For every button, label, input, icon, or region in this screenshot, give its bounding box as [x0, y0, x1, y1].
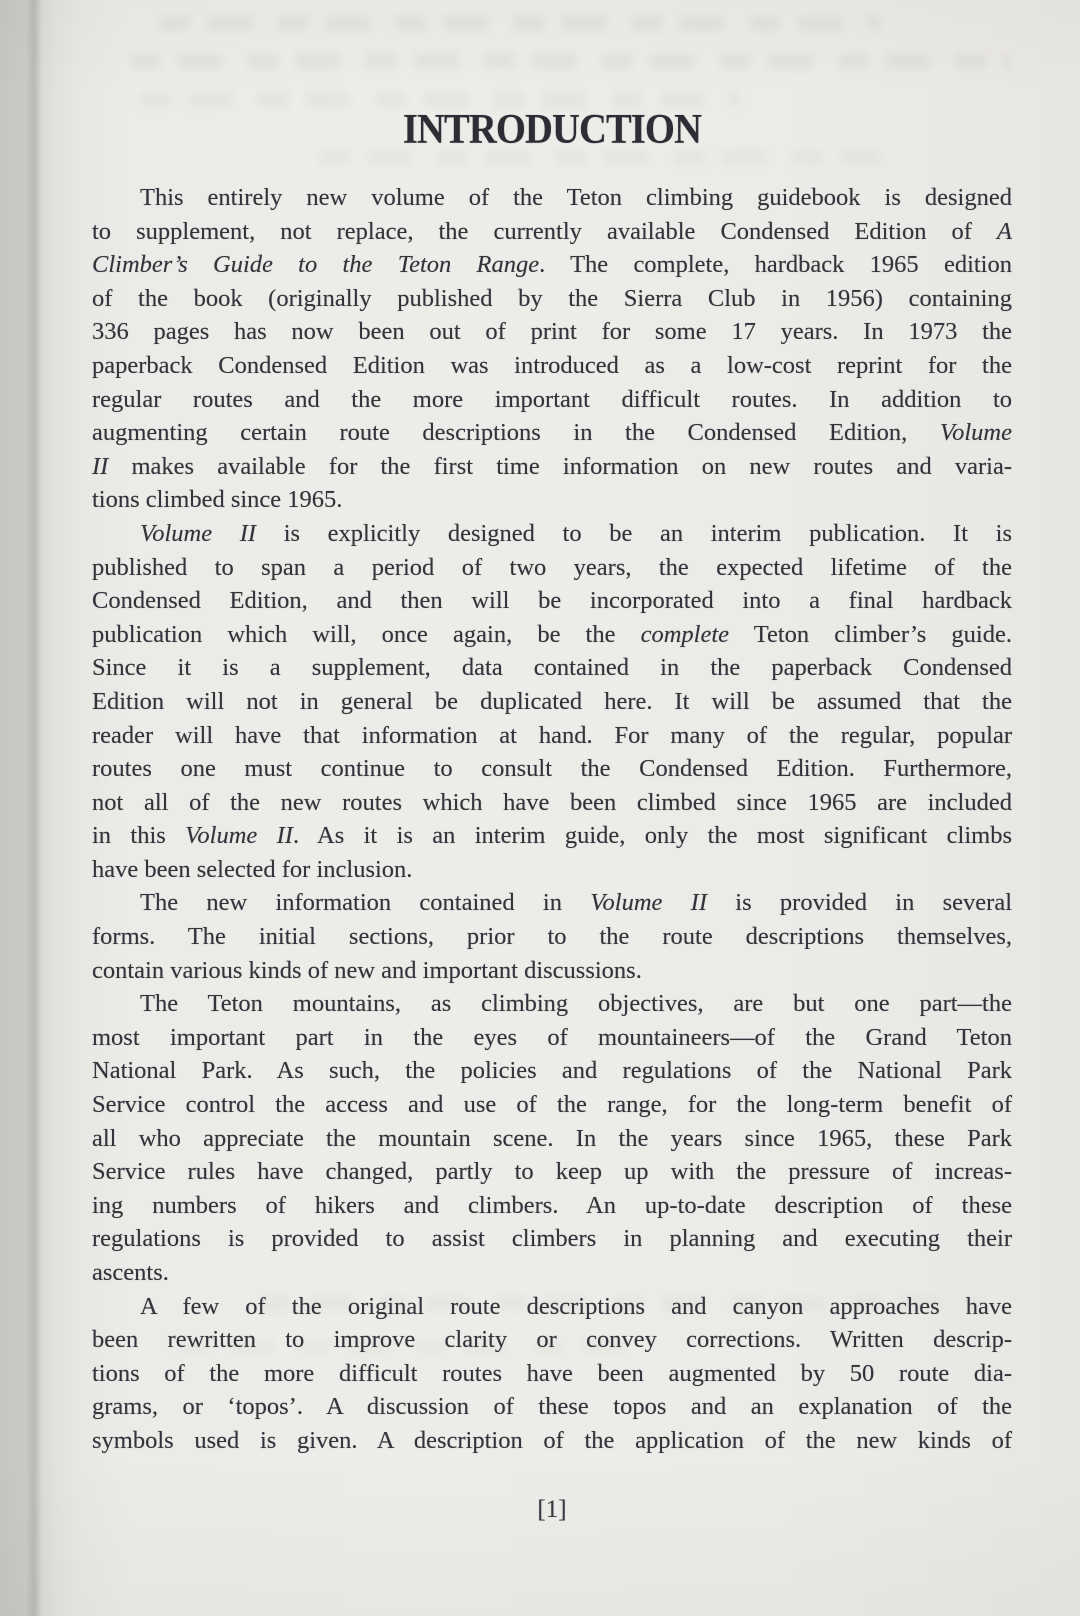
italic-run: Climber’s Guide to the Teton Range — [92, 251, 540, 279]
text-line — [92, 215, 1012, 249]
text-line — [92, 886, 1012, 920]
text-run: ascents. — [92, 1259, 169, 1286]
text-line — [92, 1088, 1012, 1122]
text-line — [92, 1357, 1012, 1391]
text-run: routes one must continue to consult the Condensed Edition. Furthermore, — [92, 755, 1012, 783]
text-line — [92, 853, 1012, 887]
paragraph — [92, 181, 1012, 517]
page-title: INTRODUCTION — [402, 107, 702, 153]
text-line — [92, 248, 1012, 282]
text-run: tions of the more difficult routes have been augmented by 50 route dia- — [92, 1359, 1012, 1387]
page-showthrough — [160, 16, 880, 31]
page-showthrough — [140, 92, 740, 107]
italic-run: Volume II — [185, 822, 293, 850]
text-line — [92, 1021, 1012, 1055]
text-run: symbols used is given. A description of the application of the new kinds of — [92, 1426, 1012, 1454]
text-run: all who appreciate the mountain scene. In the years since 1965, these Park — [92, 1124, 1012, 1152]
text-line — [92, 786, 1012, 820]
text-run: published to span a period of two years, the expected lifetime of the — [92, 553, 1012, 581]
text-run: been rewritten to improve clarity or convey corrections. Written descrip- — [92, 1326, 1012, 1354]
paragraph — [92, 1290, 1012, 1458]
text-run: regular routes and the more important difficult routes. In addition to — [92, 385, 1012, 413]
text-run: Service control the access and use of the range, for the long-term benefit of — [92, 1091, 1012, 1119]
text-run: augmenting certain route descriptions in the Condensed Edition, — [92, 419, 940, 447]
italic-run: Volume II — [590, 889, 708, 917]
italic-run: II — [92, 452, 109, 480]
text-run: tions climbed since 1965. — [92, 486, 343, 514]
text-line — [92, 1222, 1012, 1256]
text-line — [92, 1256, 1012, 1290]
text-line — [92, 1054, 1012, 1088]
text-line — [92, 181, 1012, 215]
text-line — [92, 819, 1012, 853]
text-run: Edition will not in general be duplicated here. It will be assumed that the — [92, 687, 1012, 715]
text-run: makes available for the first time information on new routes and varia- — [108, 452, 1012, 480]
text-run: Condensed Edition, and then will be incorporated into a final hardback — [92, 587, 1012, 615]
paragraph — [92, 886, 1012, 987]
text-line — [92, 618, 1012, 652]
text-run: Service rules have changed, partly to keep up with the pressure of increas- — [92, 1158, 1012, 1186]
text-run: is provided in several — [707, 889, 1012, 917]
italic-run: Volume II — [140, 519, 257, 547]
text-line — [92, 1189, 1012, 1223]
text-line — [92, 752, 1012, 786]
text-line — [92, 450, 1012, 484]
text-line — [92, 383, 1012, 417]
text-run: paperback Condensed Edition was introduced as a low-cost reprint for the — [92, 351, 1012, 379]
italic-run: A — [997, 217, 1012, 245]
text-run: to supplement, not replace, the currently available Condensed Edition of — [92, 217, 998, 245]
text-run: have been selected for inclusion. — [92, 855, 413, 883]
text-line — [92, 1424, 1012, 1458]
text-block — [92, 181, 1012, 1458]
text-run: grams, or ‘topos’. A discussion of these topos and an explanation of the — [92, 1393, 1012, 1421]
text-run: contain various kinds of new and important discussions. — [92, 956, 642, 984]
text-run: . The complete, hardback 1965 edition — [539, 251, 1012, 279]
text-line — [92, 685, 1012, 719]
text-line — [92, 551, 1012, 585]
text-run: A few of the original route descriptions and canyon approaches have — [140, 1292, 1012, 1320]
text-run: National Park. As such, the policies and regulations of the National Park — [92, 1057, 1012, 1085]
text-run: The new information contained in — [140, 889, 591, 917]
text-run: . As it is an interim guide, only the most significant climbs — [292, 822, 1012, 850]
text-run: This entirely new volume of the Teton climbing guidebook is designed — [140, 184, 1012, 211]
text-run: in this — [92, 822, 186, 850]
text-line — [92, 651, 1012, 685]
text-line — [92, 719, 1012, 753]
text-run: reader will have that information at hand. For many of the regular, popular — [92, 721, 1012, 749]
text-run: Teton climber’s guide. — [729, 620, 1012, 648]
paragraph — [92, 517, 1012, 887]
text-run: not all of the new routes which have been climbed since 1965 are included — [92, 788, 1012, 816]
text-line — [92, 483, 1012, 517]
text-line — [92, 1155, 1012, 1189]
text-run: regulations is provided to assist climbers in planning and executing their — [92, 1225, 1012, 1253]
text-line — [92, 1290, 1012, 1324]
text-run: publication which will, once again, be the — [92, 620, 641, 648]
text-line — [92, 584, 1012, 618]
text-line — [92, 282, 1012, 316]
text-line — [92, 416, 1012, 450]
italic-run: Volume — [939, 419, 1012, 447]
text-line — [92, 954, 1012, 988]
text-run: most important part in the eyes of mountaineers—of the Grand Teton — [92, 1023, 1012, 1051]
text-run: is explicitly designed to be an interim publication. It is — [256, 519, 1012, 547]
text-run: forms. The initial sections, prior to the route descriptions themselves, — [92, 923, 1012, 951]
text-line — [92, 349, 1012, 383]
page-showthrough — [130, 54, 1010, 69]
text-line — [92, 920, 1012, 954]
text-line — [92, 1390, 1012, 1424]
text-run: of the book (originally published by the Sierra Club in 1956) containing — [92, 284, 1012, 312]
text-run: The Teton mountains, as climbing objectives, are but one part—the — [140, 990, 1012, 1018]
italic-run: complete — [640, 620, 730, 648]
paragraph — [92, 987, 1012, 1289]
page-number: [1] — [537, 1496, 567, 1523]
text-run: 336 pages has now been out of print for some 17 years. In 1973 the — [92, 318, 1012, 346]
text-run: Since it is a supplement, data contained in the paperback Condensed — [92, 654, 1012, 682]
text-line — [92, 1323, 1012, 1357]
text-line — [92, 315, 1012, 349]
text-line — [92, 987, 1012, 1021]
text-line — [92, 517, 1012, 551]
text-line — [92, 1122, 1012, 1156]
text-run: ing numbers of hikers and climbers. An up-to-date description of these — [92, 1191, 1012, 1219]
